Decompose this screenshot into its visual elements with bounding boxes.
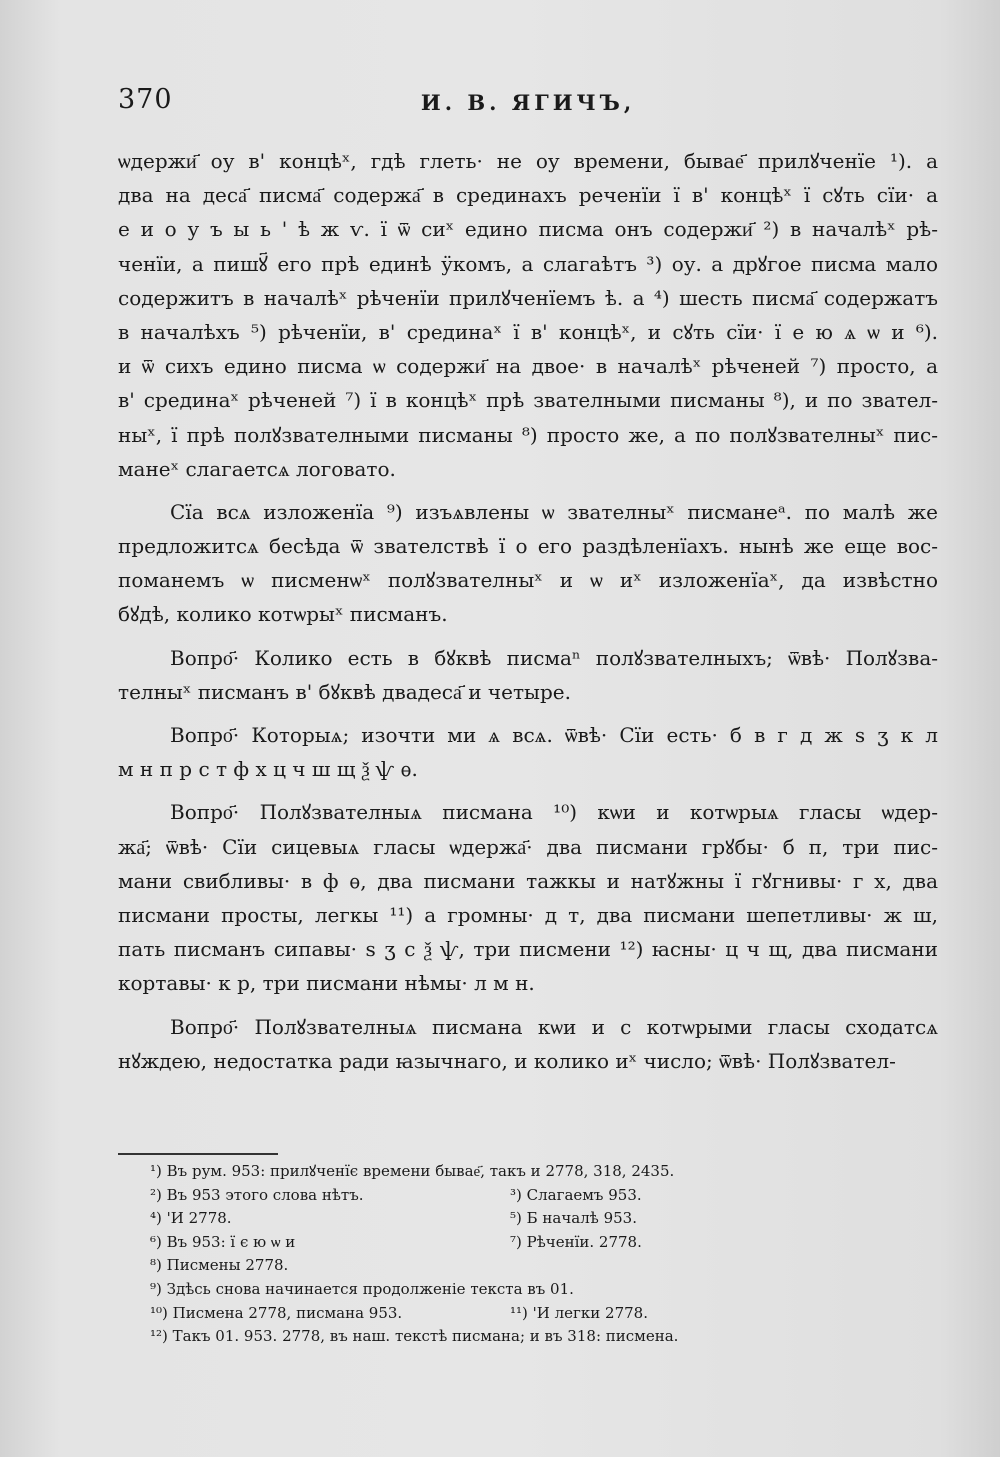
footnote: ¹¹) 'И легки 2778.	[510, 1303, 648, 1322]
text-line: е и о у ъ ы ь ' ѣ ж ѵ. ї ѿ сиˣ едино писма онъ содержи҃ ²) в началѣˣ рѣ-	[118, 217, 938, 242]
text-line: содержитъ в началѣˣ рѣченїи прилꙋченїемъ ѣ. а ⁴) шесть писма҃ содержатъ	[118, 285, 938, 310]
text-line: жа҃; ѿвѣ· Сїи сицевыѧ гласы ѡдержа҃· два писмани грꙋбы· б п, три пис-	[118, 834, 938, 859]
text-line: и ѿ сихъ едино писма ѡ содержи҃ на двое· в началѣˣ рѣченей ⁷) просто, а	[118, 354, 938, 379]
paragraph	[118, 641, 938, 709]
footnote-row	[150, 1278, 850, 1302]
running-title: И. В. ЯГИЧЪ,	[420, 90, 636, 115]
text-line: ѡдержи҃ оу в' концѣˣ, гдѣ глеть· не оу времени, бывае҃ прилꙋченїе ¹). а	[118, 149, 938, 173]
text-line: манеˣ слагаетсѧ логовато.	[118, 456, 396, 481]
text-line: Вопро҃· Полꙋзвателныѧ писмана ¹⁰) кѡи и котѡрыѧ гласы ѡдер-	[170, 800, 938, 825]
text-line: бꙋдѣ, колико котѡрыˣ писманъ.	[118, 602, 448, 627]
footnote-row	[150, 1184, 850, 1208]
text-line: ныˣ, ї прѣ полꙋзвателными писманы ⁸) просто же, а по полꙋзвателныˣ пис-	[118, 422, 938, 447]
footnote: ³) Слагаемъ 953.	[510, 1185, 642, 1204]
text-line: поманемъ ѡ писменѡˣ полꙋзвателныˣ и ѡ иˣ изложенїаˣ, да извѣстно	[118, 568, 938, 593]
footnote-row	[150, 1231, 850, 1255]
text-line: Вопро҃· Полꙋзвателныѧ писмана кѡи и с котѡрыми гласы сходатсѧ	[170, 1014, 938, 1039]
paragraph	[118, 795, 938, 1000]
text-line: ченїи, а пишꙋ҃ его прѣ единѣ ӱкомъ, а слагаѣтъ ³) оу. а дрꙋгое писма мало	[118, 251, 938, 276]
footnote: ⁴) 'И 2778.	[150, 1209, 232, 1228]
footnote: ⁸) Писмены 2778.	[150, 1256, 289, 1275]
text-line: в началѣхъ ⁵) рѣченїи, в' срединаˣ ї в' концѣˣ, и сꙋть сїи· ї е ю ѧ ѡ и ⁶).	[118, 319, 938, 344]
text-line: Сїа всѧ изложенїа ⁹) изъѧвлены ѡ звателныˣ писманеᵃ. по малѣ же	[170, 499, 938, 524]
footnote-row	[150, 1325, 850, 1349]
footnotes	[150, 1160, 850, 1349]
page-number: 370	[118, 84, 173, 115]
footnote-row	[150, 1254, 850, 1278]
text-line: Вопро҃· Колико есть в бꙋквѣ писмаⁿ полꙋзвателныхъ; ѿвѣ· Полꙋзва-	[170, 645, 938, 670]
footnote: ⁷) Рѣченїи. 2778.	[510, 1232, 642, 1251]
text-line: мани свибливы· в ф ѳ, два писмани тажкы и натꙋжны ї гꙋгнивы· г х, два	[118, 868, 938, 893]
text-line: предложитсѧ бесѣда ѿ звателствѣ ї о его раздѣленїахъ. нынѣ же еще вос-	[118, 534, 938, 559]
footnote-row	[150, 1207, 850, 1231]
footnote-row	[150, 1160, 850, 1184]
text-line: писмани просты, легкы ¹¹) а громны· д т, два писмани шепетливы· ж ш,	[118, 902, 938, 927]
text-line: кортавы· к р, три писмани нѣмы· л м н.	[118, 971, 535, 996]
footnote-rule	[118, 1153, 278, 1155]
footnote-row	[150, 1302, 850, 1326]
text-line: м н п р с т ф х ц ч ш щ ѯ ѱ ѳ.	[118, 757, 418, 782]
text-line: нꙋждею, недостатка ради ꙗзычнаго, и колико иˣ число; ѿвѣ· Полꙋзвател-	[118, 1048, 896, 1073]
paragraph	[118, 144, 938, 486]
paragraph	[118, 495, 938, 632]
page-header	[118, 84, 938, 124]
footnote: ¹) Въ рум. 953: прилꙋченїє времени бывае҃, такъ и 2778, 318, 2435.	[150, 1162, 675, 1180]
text-line: два на деса҃ писма҃ содержа҃ в срединахъ реченїи ї в' концѣˣ ї сꙋть сїи· а	[118, 183, 938, 208]
footnote: ⁵) Б началѣ 953.	[510, 1209, 637, 1228]
text-line: Вопро҃· Которыѧ; изочти ми ѧ всѧ. ѿвѣ· Сїи есть· б в г д ж ѕ ӡ к л	[170, 723, 938, 747]
body-text	[118, 144, 938, 1087]
paragraph	[118, 718, 938, 786]
footnote: ¹²) Такъ 01. 953. 2778, въ наш. текстѣ писмана; и въ 318: писмена.	[150, 1327, 679, 1346]
footnote: ⁹) Здѣсь снова начинается продолженіе текста въ 01.	[150, 1279, 574, 1298]
paragraph	[118, 1010, 938, 1078]
text-line: пать писманъ сипавы· ѕ ӡ с ѯ ѱ, три писмени ¹²) ꙗсны· ц ч щ, два писмани	[118, 937, 938, 962]
footnote: ²) Въ 953 этого слова нѣтъ.	[150, 1185, 364, 1204]
footnote: ⁶) Въ 953: ї є ю ѡ и	[150, 1232, 296, 1251]
text-line: телныˣ писманъ в' бꙋквѣ двадеса҃ и четыре.	[118, 679, 571, 704]
text-line: в' срединаˣ рѣченей ⁷) ї в концѣˣ прѣ звателными писманы ⁸), и по звател-	[118, 388, 938, 413]
footnote: ¹⁰) Писмена 2778, писмана 953.	[150, 1303, 403, 1322]
